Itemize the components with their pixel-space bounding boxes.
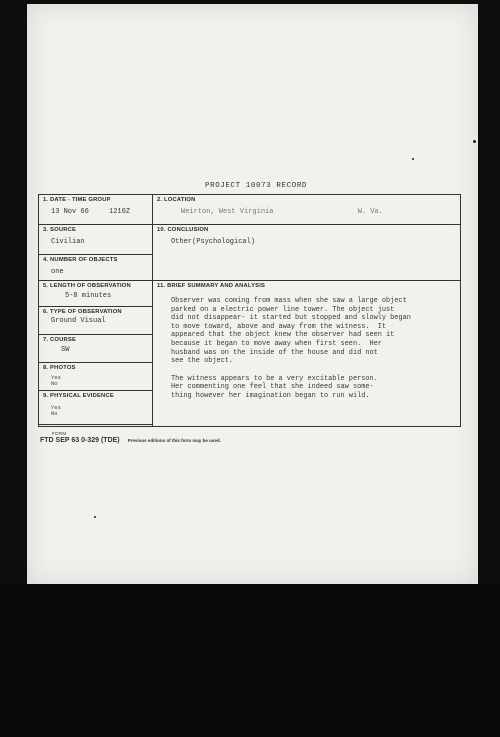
form-note: Previous editions of this form may be used. bbox=[127, 438, 221, 443]
photos-label: 8. PHOTOS bbox=[43, 365, 76, 371]
number-of-objects-label: 4. NUMBER OF OBJECTS bbox=[43, 257, 118, 263]
source-value: Civilian bbox=[51, 238, 85, 246]
scan-speck bbox=[94, 516, 96, 518]
course-value: SW bbox=[61, 346, 70, 354]
date-value: 13 Nov 66 bbox=[51, 208, 89, 216]
date-time-label: 1. DATE - TIME GROUP bbox=[43, 197, 111, 203]
type-of-observation-cell bbox=[39, 307, 153, 335]
location-cell bbox=[153, 195, 461, 225]
length-of-observation-value: 5-8 minutes bbox=[65, 292, 112, 300]
conclusion-cell bbox=[153, 225, 461, 281]
location-suffix: W. Va. bbox=[357, 208, 383, 216]
summary-paragraph-2: The witness appears to be a very excitable person. Her commenting one feel that she indeed saw some- thing however her imagination began to run wild. bbox=[171, 374, 378, 400]
photos-cell bbox=[39, 363, 153, 391]
location-label: 2. LOCATION bbox=[157, 197, 196, 203]
number-of-objects-cell bbox=[39, 255, 153, 281]
location-text: Weirton, West Virginia bbox=[181, 208, 274, 216]
photos-yes: Yes bbox=[51, 374, 61, 381]
physical-evidence-no: No bbox=[51, 410, 58, 417]
form-id bbox=[40, 437, 221, 444]
record-form bbox=[38, 194, 461, 427]
conclusion-value: Other(Psychological) bbox=[171, 238, 256, 246]
physical-evidence-label: 9. PHYSICAL EVIDENCE bbox=[43, 393, 114, 399]
location-value bbox=[181, 208, 456, 216]
physical-evidence-cell bbox=[39, 391, 153, 425]
course-label: 7. COURSE bbox=[43, 337, 77, 343]
summary-paragraph-1: Observer was coming from mass when she saw a large object parked on a electric power line tower. The object just did not disappear- it started but stopped and slowly began to move toward, above and away from the witness. It appeared that the object knew the observer had seen it because it began to move away when first seen. Her husband was on the inside of the house and did not see the object. bbox=[171, 297, 411, 366]
length-of-observation-cell bbox=[39, 281, 153, 307]
time-value: 1210Z bbox=[109, 208, 131, 216]
date-time-value bbox=[51, 208, 148, 216]
conclusion-label: 10. CONCLUSION bbox=[157, 227, 209, 233]
photos-no: No bbox=[51, 380, 58, 387]
source-label: 3. SOURCE bbox=[43, 227, 77, 233]
scan-speck bbox=[412, 158, 414, 160]
form-id-text: FTD SEP 63 0-329 (TDE) bbox=[40, 437, 120, 444]
date-time-cell bbox=[39, 195, 153, 225]
summary-cell bbox=[153, 281, 461, 427]
form-word: FORM bbox=[52, 431, 67, 436]
type-of-observation-label: 6. TYPE OF OBSERVATION bbox=[43, 309, 122, 315]
number-of-objects-value: one bbox=[51, 268, 64, 276]
physical-evidence-yes: Yes bbox=[51, 404, 61, 411]
length-of-observation-label: 5. LENGTH OF OBSERVATION bbox=[43, 283, 131, 289]
source-cell bbox=[39, 225, 153, 255]
spacer-cell bbox=[39, 425, 153, 427]
scan-speck bbox=[473, 140, 476, 143]
summary-label: 11. BRIEF SUMMARY AND ANALYSIS bbox=[157, 283, 266, 289]
type-of-observation-value: Ground Visual bbox=[51, 317, 106, 325]
scan-border-bottom bbox=[0, 584, 500, 737]
form-title: PROJECT 10073 RECORD bbox=[205, 182, 308, 190]
course-cell bbox=[39, 335, 153, 363]
